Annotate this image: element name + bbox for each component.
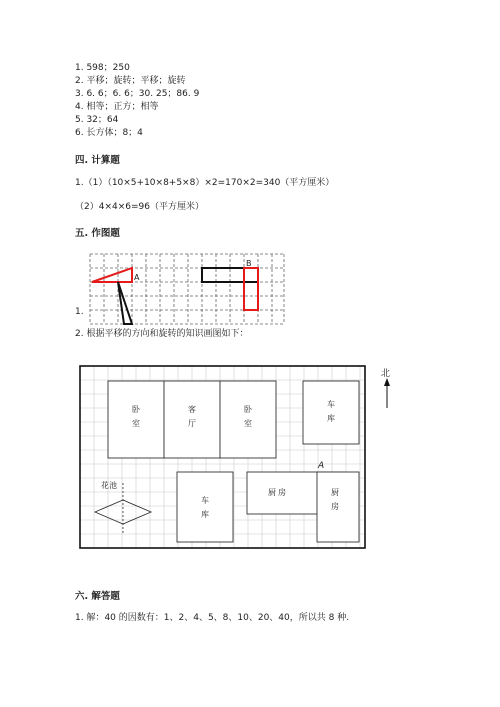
room-garage-2-char1: 车 bbox=[201, 496, 209, 505]
answer-line-5: 5. 32；64 bbox=[75, 115, 119, 125]
flower-pool-label: 花池 bbox=[101, 481, 117, 490]
room-kitchen-1-char2: 房 bbox=[278, 488, 286, 497]
room-garage-1-char1: 车 bbox=[327, 400, 335, 409]
answer-line-2: 2. 平移；旋转；平移；旋转 bbox=[75, 76, 186, 86]
calc-line-2: （2）4×4×6=96（平方厘米） bbox=[75, 202, 204, 212]
red-rectangle bbox=[244, 268, 258, 310]
solve-line-1: 1. 解：40 的因数有：1、2、4、5、8、10、20、40，所以共 8 种. bbox=[75, 613, 350, 623]
room-garage-1-char2: 库 bbox=[327, 414, 335, 423]
room-kitchen-2-char2: 房 bbox=[331, 502, 339, 511]
room-bedroom-2-char2: 室 bbox=[244, 419, 252, 428]
room-bedroom-2-char1: 卧 bbox=[244, 405, 252, 414]
room-living-char1: 客 bbox=[188, 405, 196, 414]
north-label: 北 bbox=[381, 369, 391, 379]
room-bedroom-1-char1: 卧 bbox=[132, 405, 140, 414]
label-b: B bbox=[246, 259, 252, 268]
mark-a: A bbox=[318, 461, 325, 471]
floor-plan-map bbox=[75, 360, 420, 555]
room-garage-1 bbox=[303, 381, 359, 444]
black-triangle bbox=[118, 282, 132, 324]
label-a: A bbox=[134, 273, 140, 282]
answer-line-6: 6. 长方体；8；4 bbox=[75, 128, 143, 138]
calc-line-1: 1.（1）（10×5+10×8+5×8）×2=170×2=340（平方厘米） bbox=[75, 178, 335, 188]
room-bedroom-1-char2: 室 bbox=[132, 419, 140, 428]
red-triangle bbox=[92, 268, 132, 282]
figure-number-1: 1. bbox=[75, 307, 84, 317]
room-garage-2-char2: 库 bbox=[201, 510, 209, 519]
room-kitchen-1-char1: 厨 bbox=[268, 488, 276, 497]
north-arrow-icon bbox=[384, 378, 390, 408]
section-heading-drawing: 五. 作图题 bbox=[75, 228, 120, 239]
drawing-line-2: 2. 根据平移的方向和旋转的知识画图如下： bbox=[75, 329, 249, 339]
drawing-figure-1 bbox=[88, 250, 288, 326]
section-heading-calc: 四. 计算题 bbox=[75, 155, 120, 166]
room-living-char2: 厅 bbox=[188, 419, 196, 428]
section-heading-solve: 六. 解答题 bbox=[75, 591, 120, 602]
room-garage-2 bbox=[177, 472, 233, 542]
room-kitchen-2-char1: 厨 bbox=[331, 488, 339, 497]
answer-line-4: 4. 相等；正方；相等 bbox=[75, 102, 159, 112]
answer-line-3: 3. 6. 6；6. 6；30. 25；86. 9 bbox=[75, 89, 200, 99]
answer-line-1: 1. 598；250 bbox=[75, 63, 130, 73]
